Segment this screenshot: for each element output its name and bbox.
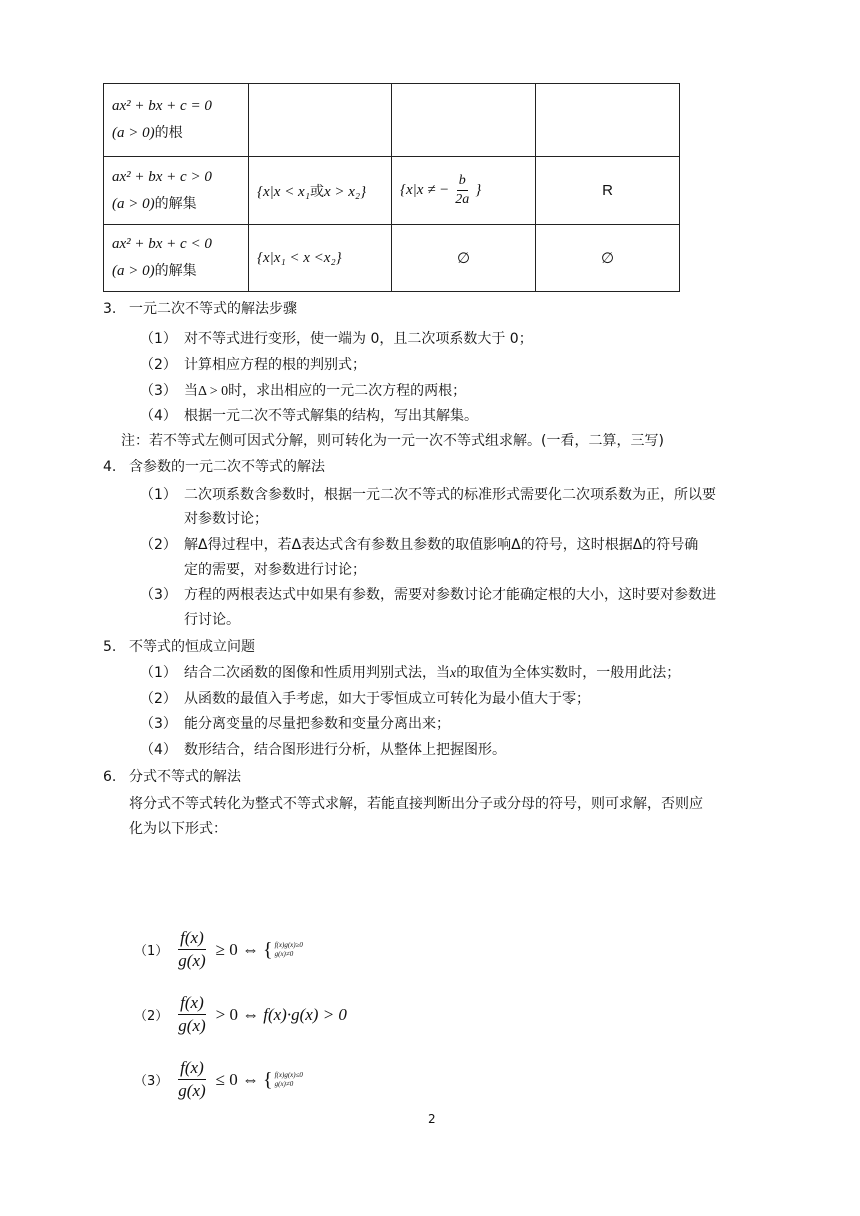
list-item: （1） 二次项系数含参数时，根据一元二次不等式的标准形式需要化二次项系数为正，所以要 [140,487,716,503]
paragraph-text: 化为以下形式： [129,821,227,837]
equation-system: { f(x)g(x)≤0 g(x)≠0 [263,1068,303,1091]
formula-label: （2） [134,1009,169,1024]
list-item: （2） 计算相应方程的根的判别式； [140,357,366,373]
empty-set-symbol: ∅ [392,225,536,292]
fraction-denominator: g(x) [178,1081,206,1100]
list-item: （3） 当Δ > 0时，求出相应的一元二次方程的两根； [140,383,467,399]
table-cell-real-numbers: R [536,157,680,225]
section-heading: 3. 一元二次不等式的解法步骤 [103,301,297,317]
formula-3 [134,1058,303,1101]
paragraph-text: 将分式不等式转化为整式不等式求解，若能直接判断出分子或分母的符号，则可求解，否则应 [129,796,703,812]
table-row [104,157,680,225]
section-heading: 5. 不等式的恒成立问题 [103,639,255,655]
solution-set-between-roots: {x|x₁ < x <x₂} [249,225,392,292]
solution-set-double-root: {x|x ≠ − $\frac{b}{2a}$ } [400,173,482,207]
row-label-condition: (a > 0) [112,263,155,279]
list-item: （1） 对不等式进行变形，使一端为 0，且二次项系数大于 0； [140,331,533,347]
fraction-denominator: 2a [455,192,470,207]
empty-set-symbol: ∅ [536,225,680,292]
row-label-equation: ax² + bx + c = 0 [112,98,212,114]
list-item: （1） 结合二次函数的图像和性质用判别式法，当x的取值为全体实数时，一般用此法； [140,665,681,681]
formula-label: （1） [134,944,169,959]
table-cell [104,84,249,157]
table-row [104,225,680,292]
relation-symbol: ≤ 0 ⇔ [215,1069,259,1089]
table-cell [104,225,249,292]
table-cell [104,157,249,225]
fraction-denominator: g(x) [178,1016,206,1035]
fraction-numerator: f(x) [178,1058,206,1080]
list-item-continuation: 定的需要，对参数进行讨论； [184,562,366,578]
formula-2 [134,993,347,1036]
fraction-numerator: b [457,173,468,191]
list-item: （4） 数形结合，结合图形进行分析，从整体上把握图形。 [140,742,506,758]
relation-symbol: > 0 ⇔ [215,1004,260,1024]
row-label-text: 的根 [154,125,183,141]
quadratic-solution-table [103,83,680,292]
list-item: （3） 能分离变量的尽量把参数和变量分离出来； [140,716,450,732]
list-item-continuation: 对参数讨论； [184,511,268,527]
note-text: 注：若不等式左侧可因式分解，则可转化为一元一次不等式组求解。(一看，二算，三写) [121,433,664,449]
page-number: 2 [428,1112,436,1126]
row-label-condition: (a > 0) [112,125,155,141]
table-cell [249,84,392,157]
row-label-inequality: ax² + bx + c < 0 [112,236,212,252]
fraction-denominator: g(x) [178,951,206,970]
table-cell [249,157,392,225]
table-cell [392,157,536,225]
section-heading: 4. 含参数的一元二次不等式的解法 [103,459,325,475]
row-label-condition: (a > 0) [112,195,155,212]
list-item-continuation: 行讨论。 [184,612,240,628]
row-label-text: 的解集 [154,195,197,212]
section-heading: 6. 分式不等式的解法 [103,769,241,785]
list-item: （3） 方程的两根表达式中如果有参数，需要对参数讨论才能确定根的大小，这时要对参数进 [140,587,716,603]
row-label-text: 的解集 [154,263,197,279]
formula-1 [134,928,303,971]
fraction-numerator: f(x) [178,928,206,950]
table-cell [536,84,680,157]
table-cell [392,84,536,157]
table-row [104,84,680,157]
list-item: （4） 根据一元二次不等式解集的结构，写出其解集。 [140,408,478,424]
list-item: （2） 从函数的最值入手考虑，如大于零恒成立可转化为最小值大于零； [140,691,590,707]
row-label-inequality: ax² + bx + c > 0 [112,168,212,185]
formula-rhs: f(x)·g(x) > 0 [263,1004,347,1024]
solution-set-two-roots: {x|x < x₁或x > x₂} [257,183,367,200]
formula-label: （3） [134,1074,169,1089]
fraction-numerator: f(x) [178,993,206,1015]
equation-system: { f(x)g(x)≥0 g(x)≠0 [263,938,303,961]
relation-symbol: ≥ 0 ⇔ [215,939,259,959]
list-item: （2） 解Δ得过程中，若Δ表达式含有参数且参数的取值影响Δ的符号，这时根据Δ的符号确 [140,537,699,553]
